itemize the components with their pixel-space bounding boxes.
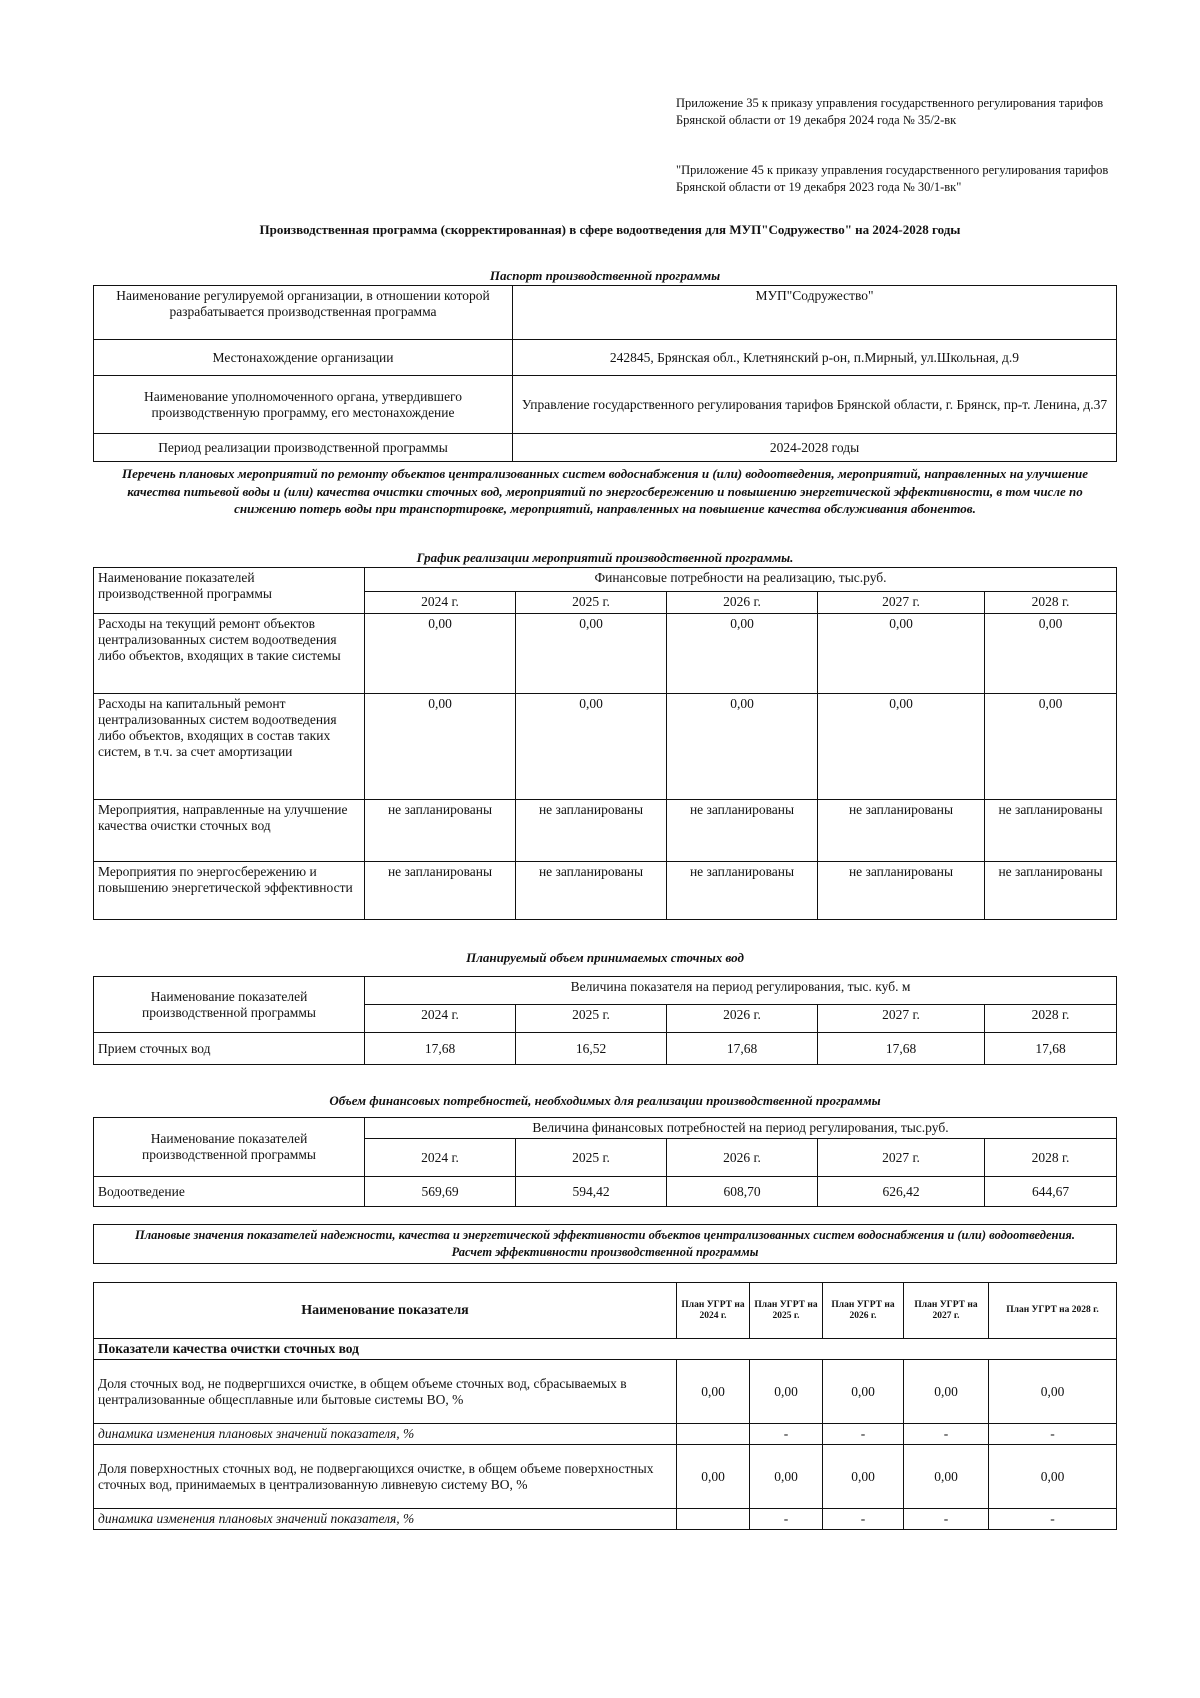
cell-value: 0,00 bbox=[365, 694, 516, 800]
efficiency-table bbox=[93, 1282, 1117, 1530]
year-header: 2028 г. bbox=[985, 1005, 1117, 1033]
finance-table bbox=[93, 1117, 1117, 1207]
cell-value: 594,42 bbox=[516, 1177, 667, 1207]
volume-caption: Планируемый объем принимаемых сточных вод bbox=[466, 950, 744, 965]
measures-caption: Перечень плановых мероприятий по ремонту объектов централизованных систем водоснабжения и (или) водоотведения, мероприятий, направленных на улучшение качества питьевой воды и (или) качества очистки сточных вод, мероприятий по энергосбережению и повышению энергетической эффективности, в том числе по снижению потерь воды при транспортировке, мероприятий, направленных на повышение качества обслуживания абонентов. bbox=[122, 466, 1088, 516]
efficiency-head-label: Наименование показателя bbox=[94, 1283, 677, 1339]
cell-value: 608,70 bbox=[667, 1177, 818, 1207]
cell-value: - bbox=[750, 1424, 823, 1445]
table-row bbox=[94, 614, 1117, 694]
cell-value: 644,67 bbox=[985, 1177, 1117, 1207]
cell-value: 17,68 bbox=[818, 1033, 985, 1065]
row-label: Расходы на текущий ремонт объектов централизованных систем водоотведения либо объектов, входящих в такие системы bbox=[94, 614, 365, 694]
cell-value: 17,68 bbox=[985, 1033, 1117, 1065]
table-row bbox=[94, 694, 1117, 800]
plan-header: План УГРТ на 2024 г. bbox=[677, 1283, 750, 1339]
year-header: 2024 г. bbox=[365, 1139, 516, 1177]
table-row bbox=[94, 1509, 1117, 1530]
cell-value: 0,00 bbox=[750, 1360, 823, 1424]
row-label: Расходы на капитальный ремонт централизованных систем водоотведения либо объектов, входящих в состав таких систем, в т.ч. за счет амортизации bbox=[94, 694, 365, 800]
appendix-35-note: Приложение 35 к приказу управления государственного регулирования тарифов Брянской области от 19 декабря 2024 года № 35/2-вк bbox=[676, 96, 1104, 127]
cell-value: 0,00 bbox=[818, 694, 985, 800]
cell-value: - bbox=[989, 1424, 1117, 1445]
row-label: Доля сточных вод, не подвергшихся очистке, в общем объеме сточных вод, сбрасываемых в централизованные общесплавные или бытовые системы ВО, % bbox=[94, 1360, 677, 1424]
cell-value: 17,68 bbox=[365, 1033, 516, 1065]
cell-value: 0,00 bbox=[667, 694, 818, 800]
passport-value: 242845, Брянская обл., Клетнянский р-он, п.Мирный, ул.Школьная, д.9 bbox=[513, 340, 1117, 376]
row-label: Доля поверхностных сточных вод, не подвергающихся очистке, в общем объеме поверхностных сточных вод, принимаемых в централизованную ливневую систему ВО, % bbox=[94, 1445, 677, 1509]
finance-head-group: Величина финансовых потребностей на период регулирования, тыс.руб. bbox=[365, 1118, 1117, 1139]
cell-value: 0,00 bbox=[985, 614, 1117, 694]
year-header: 2026 г. bbox=[667, 592, 818, 614]
efficiency-caption-table bbox=[93, 1224, 1117, 1264]
plan-header: План УГРТ на 2028 г. bbox=[989, 1283, 1117, 1339]
table-row bbox=[94, 1177, 1117, 1207]
cell-value: - bbox=[823, 1509, 904, 1530]
passport-value: Управление государственного регулирования тарифов Брянской области, г. Брянск, пр-т. Ленина, д.37 bbox=[513, 376, 1117, 434]
passport-label: Местонахождение организации bbox=[94, 340, 513, 376]
cell-value: - bbox=[989, 1509, 1117, 1530]
volume-table bbox=[93, 976, 1117, 1065]
measures-table bbox=[93, 567, 1117, 920]
cell-value: 0,00 bbox=[750, 1445, 823, 1509]
table-row bbox=[94, 800, 1117, 862]
cell-value: 0,00 bbox=[904, 1445, 989, 1509]
cell-value: 0,00 bbox=[516, 614, 667, 694]
table-row bbox=[94, 1445, 1117, 1509]
passport-label: Наименование уполномоченного органа, утвердившего производственную программу, его местонахождение bbox=[94, 376, 513, 434]
table-row bbox=[94, 1360, 1117, 1424]
year-header: 2027 г. bbox=[818, 1139, 985, 1177]
cell-value bbox=[677, 1509, 750, 1530]
passport-label: Наименование регулируемой организации, в отношении которой разрабатывается производственная программа bbox=[94, 286, 513, 340]
table-row bbox=[94, 1033, 1117, 1065]
cell-value: не запланированы bbox=[516, 862, 667, 920]
cell-value: не запланированы bbox=[365, 862, 516, 920]
passport-table bbox=[93, 285, 1117, 462]
cell-value: 0,00 bbox=[823, 1445, 904, 1509]
row-label: динамика изменения плановых значений показателя, % bbox=[94, 1424, 677, 1445]
cell-value: 0,00 bbox=[677, 1360, 750, 1424]
cell-value: 0,00 bbox=[667, 614, 818, 694]
appendix-45-note: "Приложение 45 к приказу управления государственного регулирования тарифов Брянской области от 19 декабря 2023 года № 30/1-вк" bbox=[676, 163, 1109, 194]
passport-caption: Паспорт производственной программы bbox=[489, 268, 721, 283]
row-label: Водоотведение bbox=[94, 1177, 365, 1207]
cell-value: 0,00 bbox=[516, 694, 667, 800]
finance-head-label: Наименование показателей производственной программы bbox=[94, 1118, 365, 1177]
cell-value: не запланированы bbox=[985, 862, 1117, 920]
section-header: Показатели качества очистки сточных вод bbox=[94, 1339, 1117, 1360]
plan-header: План УГРТ на 2026 г. bbox=[823, 1283, 904, 1339]
year-header: 2024 г. bbox=[365, 1005, 516, 1033]
cell-value: 626,42 bbox=[818, 1177, 985, 1207]
plan-header: План УГРТ на 2025 г. bbox=[750, 1283, 823, 1339]
cell-value: 0,00 bbox=[365, 614, 516, 694]
row-label: Мероприятия по энергосбережению и повышению энергетической эффективности bbox=[94, 862, 365, 920]
cell-value: 17,68 bbox=[667, 1033, 818, 1065]
cell-value: 0,00 bbox=[904, 1360, 989, 1424]
cell-value: не запланированы bbox=[667, 862, 818, 920]
cell-value: 0,00 bbox=[989, 1360, 1117, 1424]
year-header: 2024 г. bbox=[365, 592, 516, 614]
year-header: 2025 г. bbox=[516, 1005, 667, 1033]
cell-value: 0,00 bbox=[677, 1445, 750, 1509]
passport-value: МУП"Содружество" bbox=[513, 286, 1117, 340]
year-header: 2027 г. bbox=[818, 1005, 985, 1033]
cell-value: - bbox=[750, 1509, 823, 1530]
table-row bbox=[94, 1424, 1117, 1445]
cell-value: 0,00 bbox=[818, 614, 985, 694]
cell-value: - bbox=[904, 1509, 989, 1530]
passport-label: Период реализации производственной программы bbox=[94, 434, 513, 462]
cell-value: 0,00 bbox=[989, 1445, 1117, 1509]
cell-value bbox=[677, 1424, 750, 1445]
cell-value: не запланированы bbox=[667, 800, 818, 862]
volume-head-group: Величина показателя на период регулирования, тыс. куб. м bbox=[365, 977, 1117, 1005]
cell-value: 569,69 bbox=[365, 1177, 516, 1207]
measures-subcaption: График реализации мероприятий производственной программы. bbox=[416, 550, 794, 565]
table-row bbox=[94, 862, 1117, 920]
year-header: 2026 г. bbox=[667, 1005, 818, 1033]
cell-value: 0,00 bbox=[985, 694, 1117, 800]
cell-value: не запланированы bbox=[818, 800, 985, 862]
row-label: Прием сточных вод bbox=[94, 1033, 365, 1065]
cell-value: не запланированы bbox=[516, 800, 667, 862]
cell-value: не запланированы bbox=[818, 862, 985, 920]
passport-value: 2024-2028 годы bbox=[513, 434, 1117, 462]
efficiency-subcaption: Расчет эффективности производственной программы bbox=[451, 1245, 759, 1259]
finance-caption: Объем финансовых потребностей, необходимых для реализации производственной программы bbox=[329, 1093, 881, 1108]
measures-head-group: Финансовые потребности на реализацию, тыс.руб. bbox=[365, 568, 1117, 592]
document-title: Производственная программа (скорректированная) в сфере водоотведения для МУП"Содружество" на 2024-2028 годы bbox=[259, 222, 961, 237]
year-header: 2028 г. bbox=[985, 592, 1117, 614]
cell-value: 0,00 bbox=[823, 1360, 904, 1424]
cell-value: - bbox=[904, 1424, 989, 1445]
cell-value: не запланированы bbox=[985, 800, 1117, 862]
cell-value: - bbox=[823, 1424, 904, 1445]
year-header: 2026 г. bbox=[667, 1139, 818, 1177]
year-header: 2028 г. bbox=[985, 1139, 1117, 1177]
volume-head-label: Наименование показателей производственной программы bbox=[94, 977, 365, 1033]
cell-value: не запланированы bbox=[365, 800, 516, 862]
plan-header: План УГРТ на 2027 г. bbox=[904, 1283, 989, 1339]
measures-head-label: Наименование показателей производственной программы bbox=[94, 568, 365, 614]
efficiency-caption: Плановые значения показателей надежности, качества и энергетической эффективности объектов централизованных систем водоснабжения и (или) водоотведения. bbox=[135, 1228, 1075, 1242]
year-header: 2025 г. bbox=[516, 592, 667, 614]
year-header: 2027 г. bbox=[818, 592, 985, 614]
row-label: Мероприятия, направленные на улучшение качества очистки сточных вод bbox=[94, 800, 365, 862]
cell-value: 16,52 bbox=[516, 1033, 667, 1065]
year-header: 2025 г. bbox=[516, 1139, 667, 1177]
row-label: динамика изменения плановых значений показателя, % bbox=[94, 1509, 677, 1530]
